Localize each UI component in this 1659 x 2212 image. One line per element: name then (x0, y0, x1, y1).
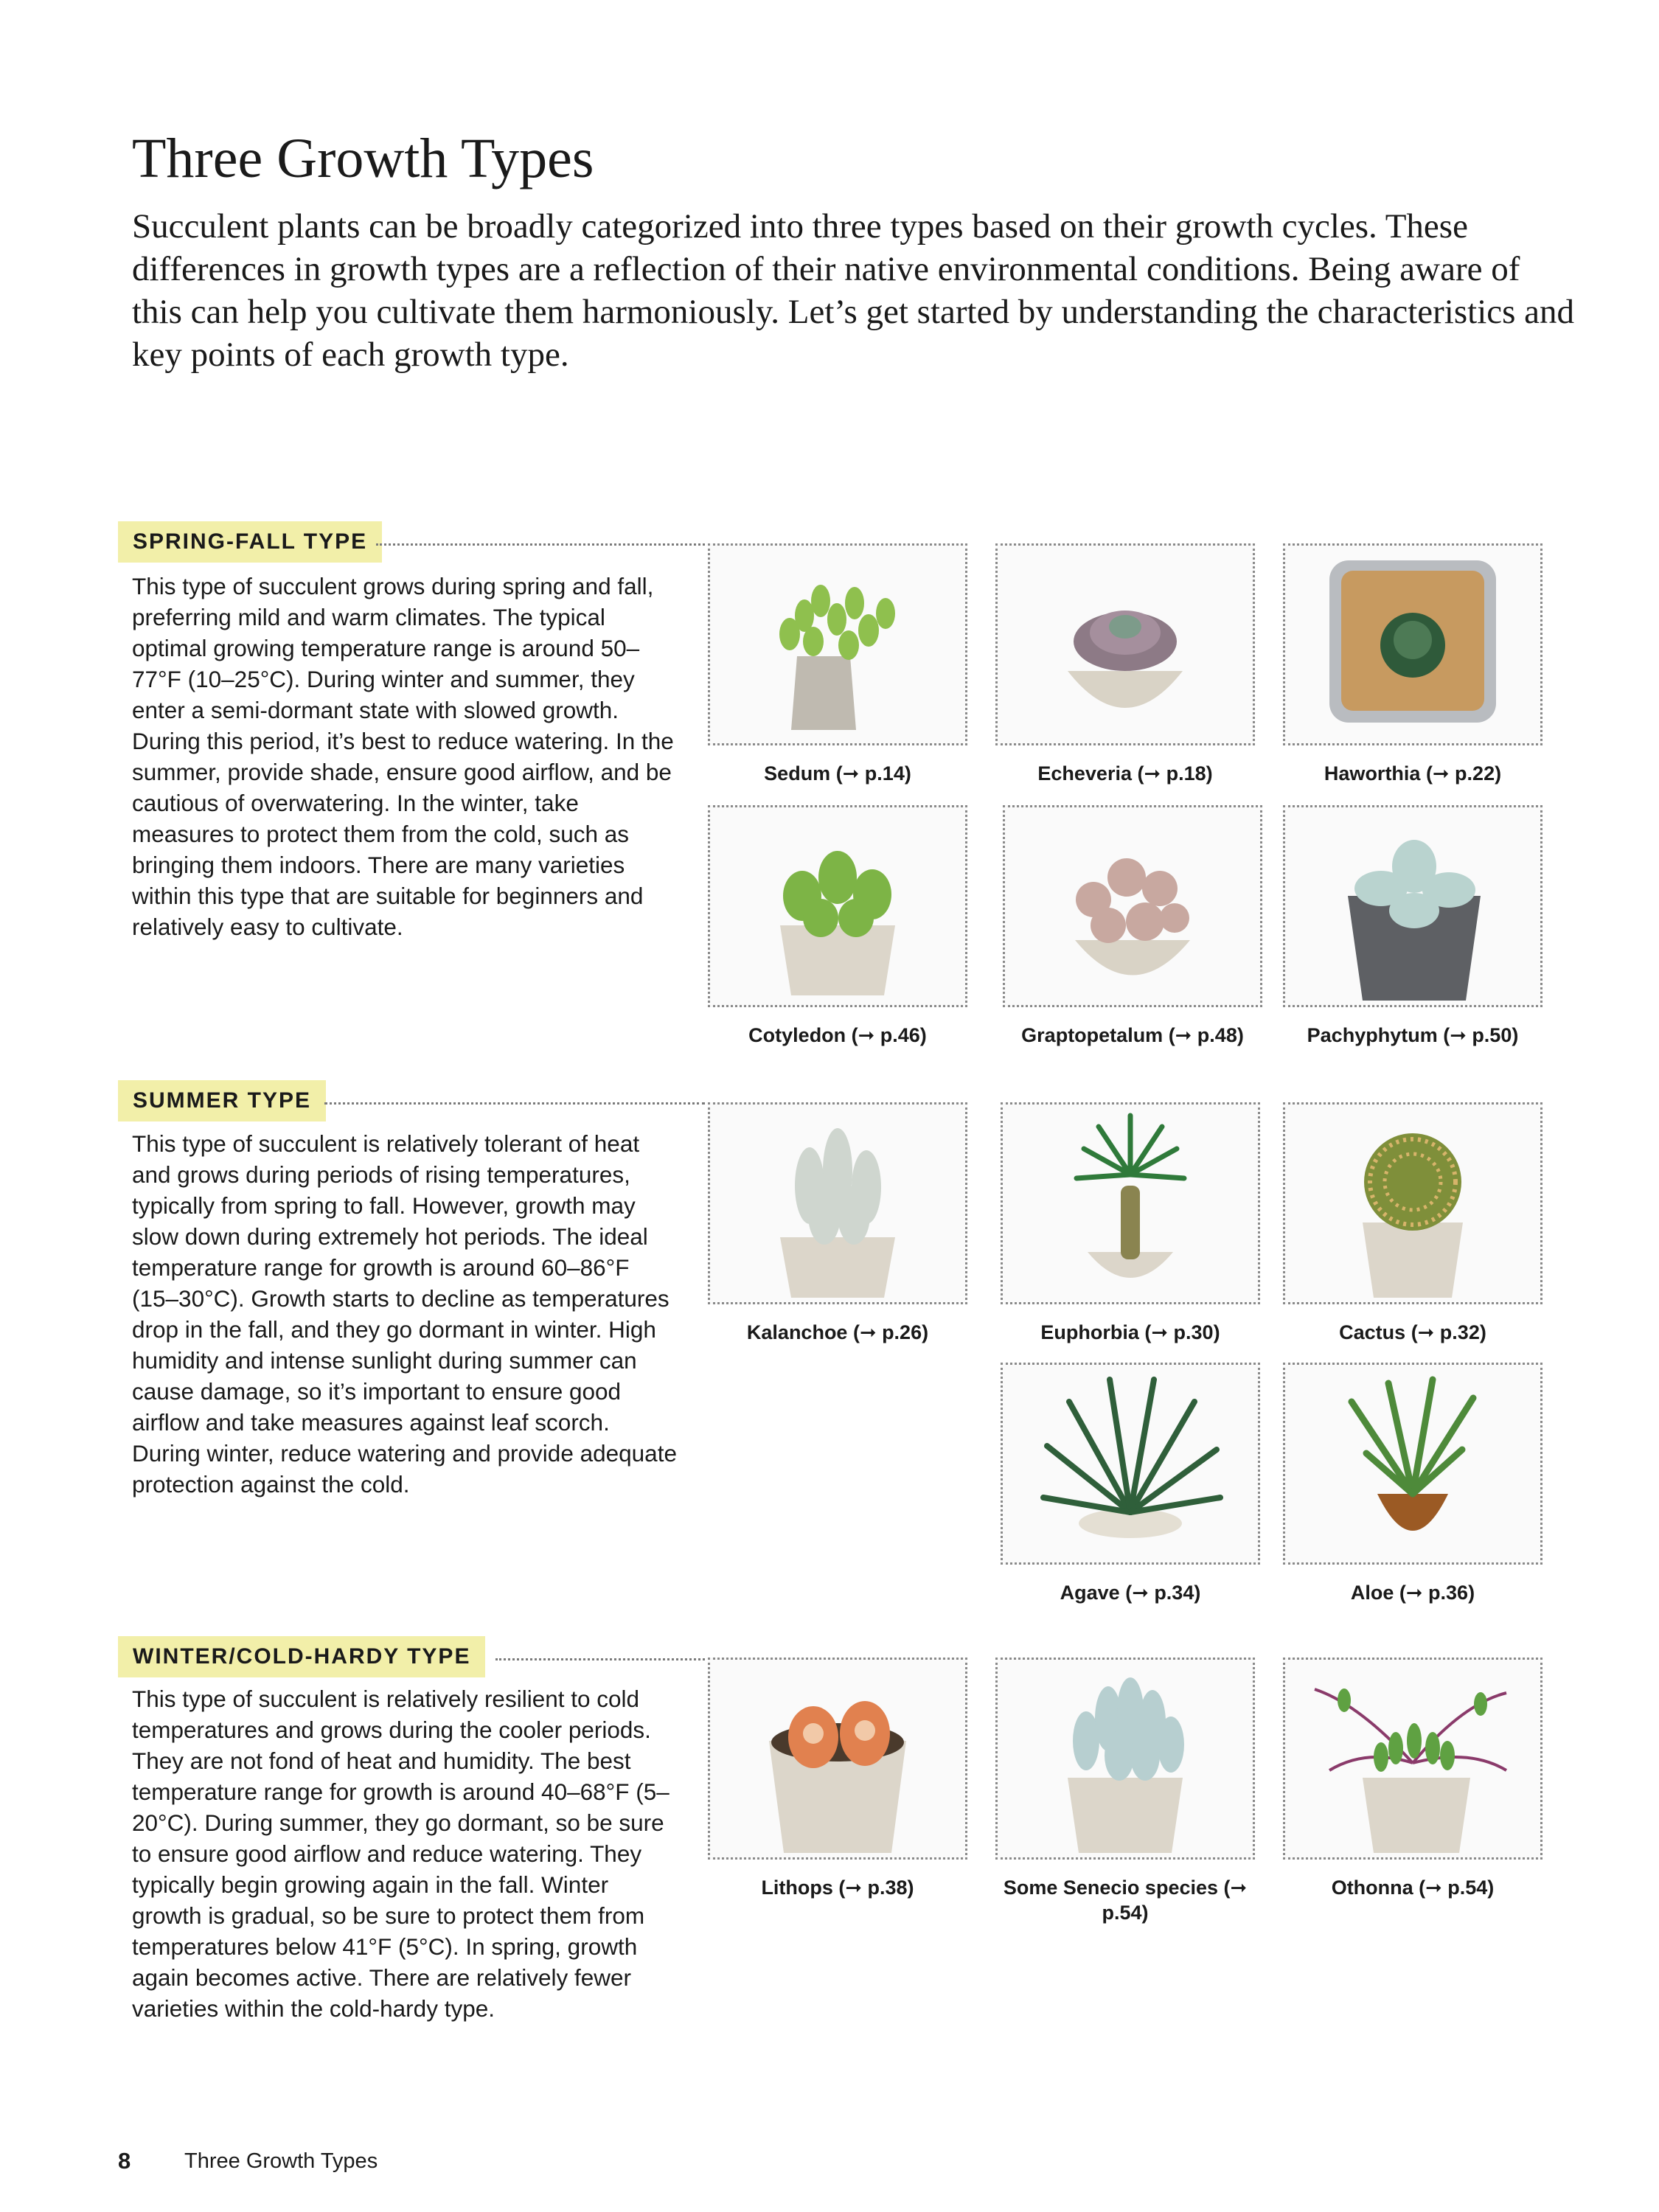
section-body-summer: This type of succulent is relatively tolerant of heat and grows during periods of rising temperatures, typically from spring to fall. However, growth may slow down during extremely hot periods. The ideal temperature range for growth is around 60–86°F (15–30°C). Growth starts to decline as temperatures drop in the fall, and they go dormant in winter. High humidity and intense sunlight during summer can cause damage, so it’s important to ensure good airflow and take measures against leaf scorch. During winter, reduce watering and provide adequate protection against the cold. (132, 1130, 677, 1498)
cactus-photo (1283, 1102, 1543, 1304)
plant-caption: Echeveria (➞ p.18) (1037, 762, 1213, 785)
plant-card-haworthia (1283, 543, 1543, 786)
section-label-winter: WINTER/COLD-HARDY TYPE (118, 1636, 485, 1677)
plant-card-cotyledon (708, 805, 967, 1048)
kalanchoe-photo (708, 1102, 967, 1304)
plant-caption: Cotyledon (➞ p.46) (748, 1024, 927, 1046)
section-divider (324, 1102, 705, 1105)
haworthia-photo (1283, 543, 1543, 745)
plant-caption: Some Senecio species (➞ p.54) (1003, 1877, 1248, 1924)
plant-card-senecio (995, 1658, 1255, 1925)
plant-caption: Aloe (➞ p.36) (1350, 1582, 1475, 1604)
section-divider (495, 1658, 705, 1660)
running-title: Three Growth Types (184, 2149, 378, 2173)
plant-caption: Cactus (➞ p.32) (1339, 1321, 1486, 1343)
plant-caption: Sedum (➞ p.14) (764, 762, 911, 785)
section-label-spring-fall: SPRING-FALL TYPE (118, 521, 382, 563)
page-number: 8 (118, 2148, 131, 2174)
echeveria-photo (995, 543, 1255, 745)
plant-card-agave (1001, 1363, 1260, 1605)
senecio-photo (995, 1658, 1255, 1860)
intro-paragraph: Succulent plants can be broadly categorized into three types based on their growth cycles. These differences in growth types are a reflection of their native environmental conditions. Being aware of this can help you cultivate them harmoniously. Let’s get started by understanding the characteristics and key points of each growth type. (132, 207, 1575, 374)
plant-caption: Euphorbia (➞ p.30) (1040, 1321, 1220, 1343)
section-body-winter: This type of succulent is relatively resilient to cold temperatures and grows during the cooler periods. They are not fond of heat and humidity. The best temperature range for growth is around 40–68°F (5–20°C). During summer, they go dormant, so be sure to ensure good airflow and reduce watering. They typically begin growing again in the fall. Winter growth is gradual, so be sure to protect them from temperatures below 41°F (5°C). In spring, growth again becomes active. There are relatively fewer varieties within the cold-hardy type. (132, 1686, 669, 2022)
section-divider (376, 543, 705, 546)
section-body-spring-fall: This type of succulent grows during spring and fall, preferring mild and warm climates. The typical optimal growing temperature range is around 50–77°F (10–25°C). During winter and summer, they enter a semi-dormant state with slowed growth. During this period, it’s best to reduce watering. In the summer, provide shade, ensure good airflow, and be cautious of overwatering. In the winter, take measures to protect them from the cold, such as bringing them indoors. There are many varieties within this type that are suitable for beginners and relatively easy to cultivate. (132, 573, 674, 940)
plant-card-kalanchoe (708, 1102, 967, 1345)
cotyledon-photo (708, 805, 967, 1007)
plant-caption: Graptopetalum (➞ p.48) (1021, 1024, 1244, 1046)
othonna-photo (1283, 1658, 1543, 1860)
plant-card-sedum (708, 543, 967, 786)
plant-card-graptopetalum (1003, 805, 1262, 1048)
plant-caption: Haworthia (➞ p.22) (1324, 762, 1502, 785)
plant-caption: Lithops (➞ p.38) (761, 1877, 914, 1899)
plant-card-pachyphytum (1283, 805, 1543, 1048)
plant-caption: Othonna (➞ p.54) (1331, 1877, 1495, 1899)
plant-caption: Agave (➞ p.34) (1060, 1582, 1201, 1604)
plant-card-echeveria (995, 543, 1255, 786)
plant-card-lithops (708, 1658, 967, 1900)
plant-card-cactus (1283, 1102, 1543, 1345)
pachyphytum-photo (1283, 805, 1543, 1007)
plant-card-othonna (1283, 1658, 1543, 1900)
plant-caption: Pachyphytum (➞ p.50) (1307, 1024, 1519, 1046)
agave-photo (1001, 1363, 1260, 1565)
aloe-photo (1283, 1363, 1543, 1565)
lithops-photo (708, 1658, 967, 1860)
plant-card-aloe (1283, 1363, 1543, 1605)
graptopetalum-photo (1003, 805, 1262, 1007)
page-title: Three Growth Types (132, 128, 594, 189)
plant-card-euphorbia (1001, 1102, 1260, 1345)
plant-caption: Kalanchoe (➞ p.26) (746, 1321, 929, 1343)
sedum-photo (708, 543, 967, 745)
section-label-summer: SUMMER TYPE (118, 1080, 326, 1121)
euphorbia-photo (1001, 1102, 1260, 1304)
